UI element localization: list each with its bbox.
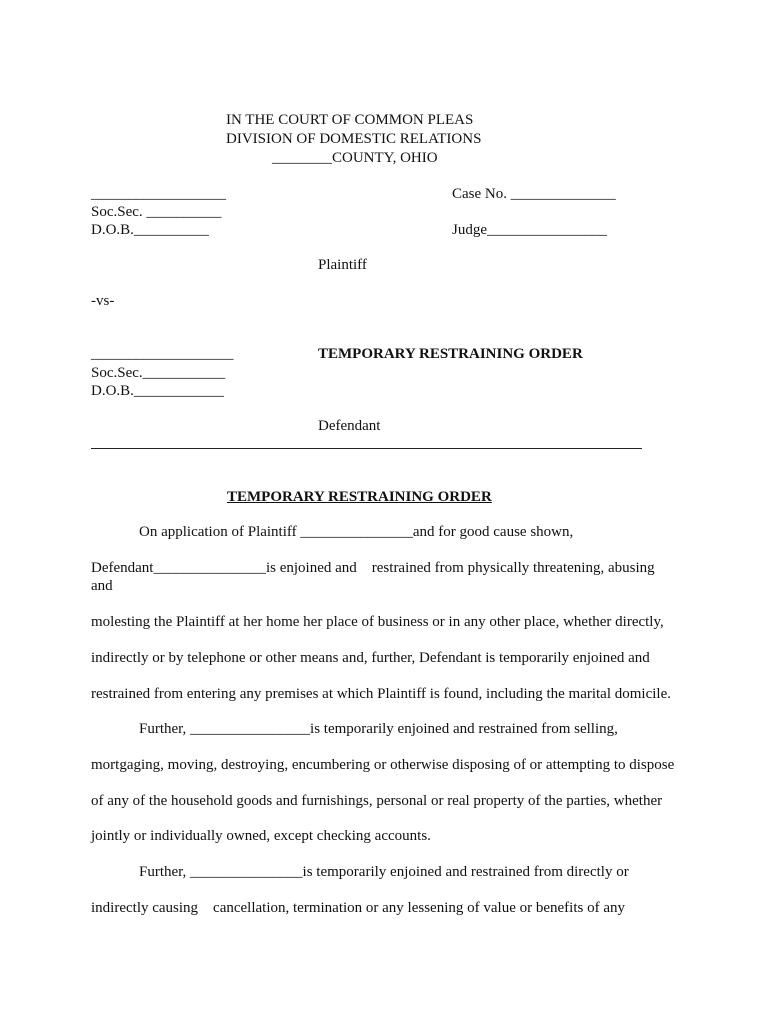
body-line-1: On application of Plaintiff _______________and for good cause shown, xyxy=(139,524,574,540)
court-division: DIVISION OF DOMESTIC RELATIONS xyxy=(226,131,482,147)
body-line-3: and xyxy=(91,578,113,594)
body-line-8: mortgaging, moving, destroying, encumbering or otherwise disposing of or attempting to dispose xyxy=(91,757,675,773)
body-line-12: indirectly causing cancellation, termination or any lessening of value or benefits of any xyxy=(91,900,625,916)
plaintiff-soc-sec[interactable]: Soc.Sec. __________ xyxy=(91,204,222,220)
court-county: ________COUNTY, OHIO xyxy=(272,150,438,166)
defendant-soc-sec[interactable]: Soc.Sec.___________ xyxy=(91,365,226,381)
body-line-2: Defendant_______________is enjoined and restrained from physically threatening, abusing xyxy=(91,560,655,576)
judge-field[interactable]: Judge________________ xyxy=(452,222,607,238)
plaintiff-label: Plaintiff xyxy=(318,257,367,273)
body-line-5: indirectly or by telephone or other means and, further, Defendant is temporarily enjoined and xyxy=(91,650,650,666)
caption-divider xyxy=(91,448,642,449)
body-line-11: Further, _______________is temporarily enjoined and restrained from directly or xyxy=(139,864,629,880)
body-line-10: jointly or individually owned, except checking accounts. xyxy=(91,828,431,844)
body-line-9: of any of the household goods and furnishings, personal or real property of the parties, whether xyxy=(91,793,663,809)
defendant-label: Defendant xyxy=(318,418,381,434)
body-title: TEMPORARY RESTRAINING ORDER xyxy=(227,489,492,505)
body-line-7: Further, ________________is temporarily enjoined and restrained from selling, xyxy=(139,721,618,737)
body-line-6: restrained from entering any premises at which Plaintiff is found, including the marital domicile. xyxy=(91,686,671,702)
court-name: IN THE COURT OF COMMON PLEAS xyxy=(226,112,474,128)
plaintiff-dob[interactable]: D.O.B.__________ xyxy=(91,222,209,238)
defendant-name-blank[interactable]: ___________________ xyxy=(91,346,234,362)
plaintiff-name-blank[interactable]: __________________ xyxy=(91,186,226,202)
versus-label: -vs- xyxy=(91,293,115,309)
caption-order-title: TEMPORARY RESTRAINING ORDER xyxy=(318,346,583,362)
case-number-field[interactable]: Case No. ______________ xyxy=(452,186,616,202)
defendant-dob[interactable]: D.O.B.____________ xyxy=(91,383,224,399)
body-line-4: molesting the Plaintiff at her home her place of business or in any other place, whether directly, xyxy=(91,614,664,630)
